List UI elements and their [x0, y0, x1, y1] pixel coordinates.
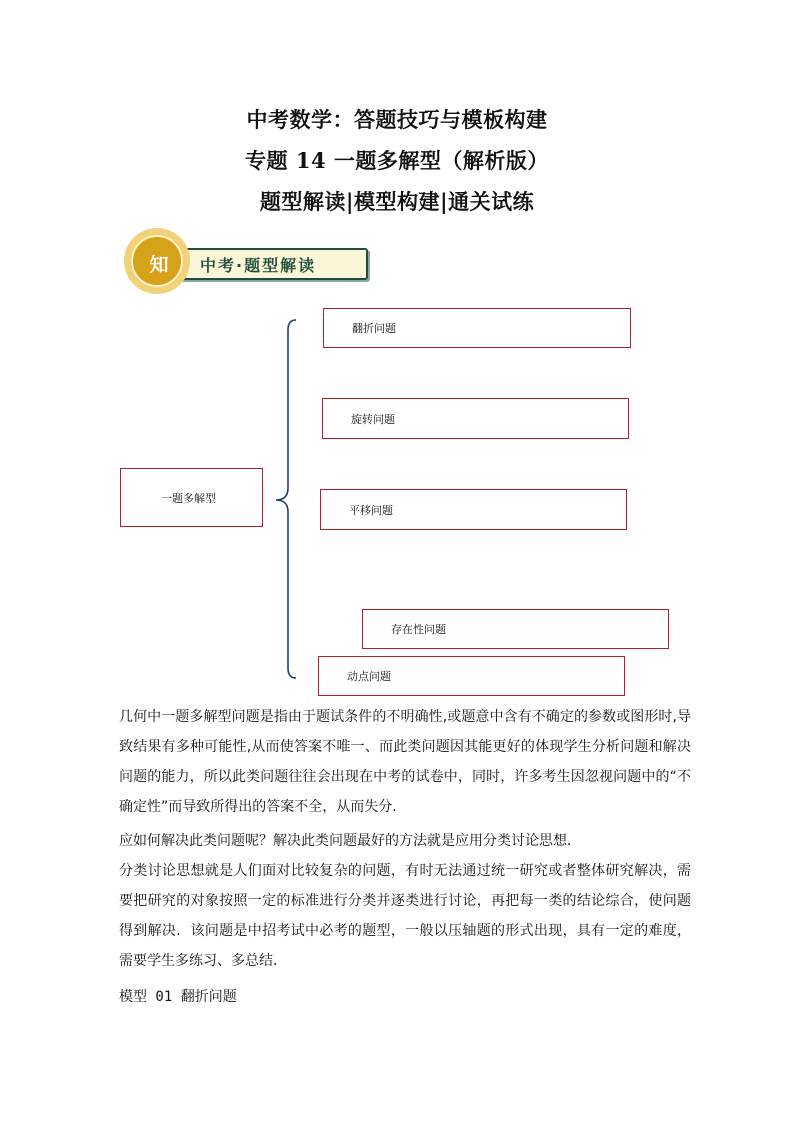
- banner-badge-text: 知: [149, 254, 169, 276]
- diagram-branch-box: [318, 656, 625, 696]
- banner-label: 中考·题型解读: [200, 256, 317, 275]
- body-paragraph: 应如何解决此类问题呢？解决此类问题最好的方法就是应用分类讨论思想．: [119, 833, 581, 849]
- diagram-branch-box: [322, 398, 629, 439]
- section-navigation: 题型解读|模型构建|通关试练: [259, 189, 535, 214]
- diagram-branch-box: [362, 609, 669, 649]
- diagram-branch-label: 旋转问题: [351, 412, 395, 426]
- diagram-branch-box: [323, 308, 631, 348]
- diagram-branch-box: [320, 489, 627, 530]
- diagram-root-label: 一题多解型: [161, 491, 216, 505]
- diagram-branch-label: 动点问题: [347, 670, 391, 683]
- model-heading: 模型 01 翻折问题: [119, 989, 237, 1005]
- body-paragraph: 几何中一题多解型问题是指由于题试条件的不明确性,或题意中含有不确定的参数或图形时,导致结果有多种可能性,从而使答案不唯一、而此类问题因其能更好的体现学生分析问题和解决问题的能力，所以此类问题往往会出现在中考的试卷中，同时，许多考生因忽视问题中的“不确定性”而导致所得出的答案不全，从而失分．: [119, 709, 691, 815]
- diagram-brace: [270, 316, 310, 686]
- diagram-branch-label: 平移问题: [349, 503, 393, 517]
- banner-badge-inner: [131, 235, 183, 287]
- banner-badge-circle: [124, 228, 190, 294]
- document-subtitle: 专题 14 一题多解型（解析版）: [245, 148, 549, 173]
- banner-bar: [164, 248, 368, 280]
- diagram-root-box: [120, 468, 263, 527]
- section-banner: [124, 228, 369, 298]
- body-paragraph: 分类讨论思想就是人们面对比较复杂的问题，有时无法通过统一研究或者整体研究解决，需要把研究的对象按照一定的标准进行分类并逐类进行讨论，再把每一类的结论综合，使问题得到解决．该问题是中招考试中必考的题型，一般以压轴题的形式出现，具有一定的难度，需要学生多练习、多总结．: [119, 863, 691, 969]
- diagram-branch-label: 翻折问题: [352, 322, 396, 335]
- document-title: 中考数学：答题技巧与模板构建: [246, 107, 548, 132]
- diagram-branch-label: 存在性问题: [391, 623, 446, 636]
